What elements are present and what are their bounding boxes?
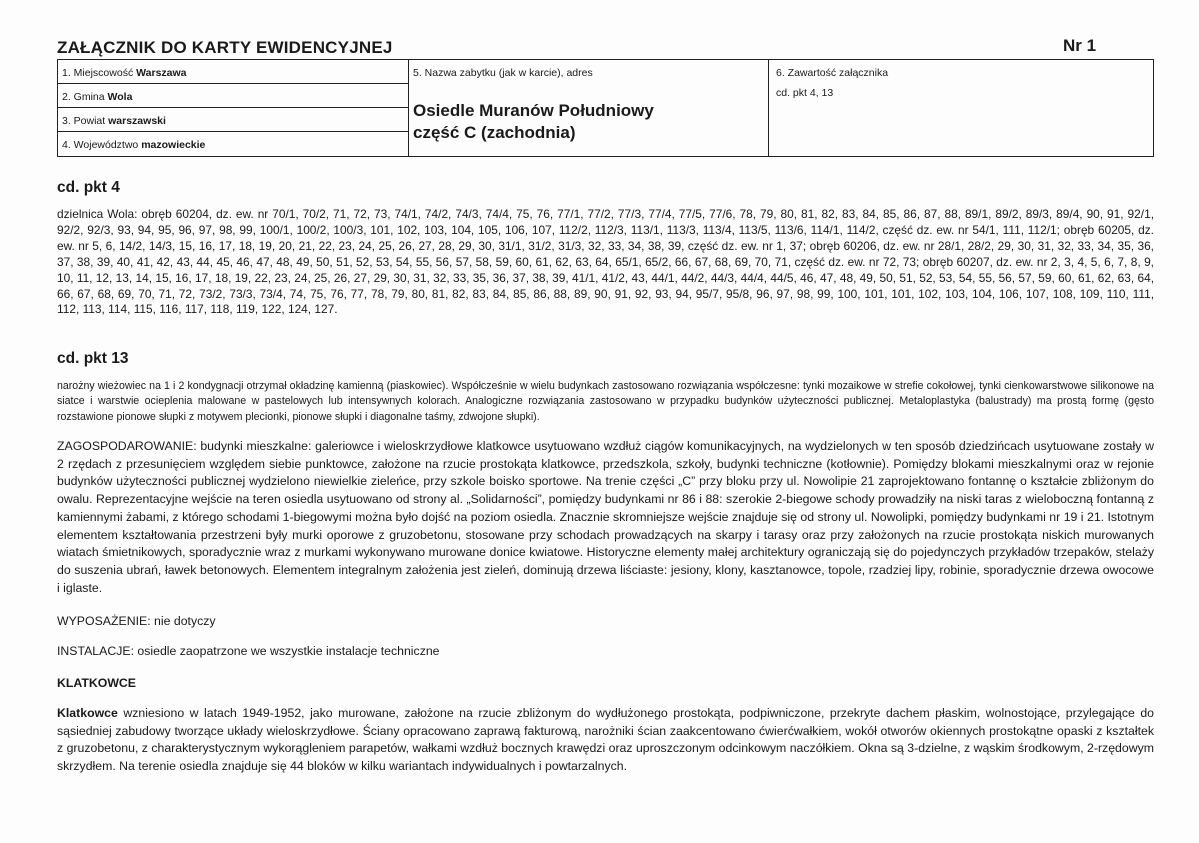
klatkowce-heading: KLATKOWCE [57, 676, 137, 690]
field-miejscowosc [58, 60, 408, 84]
zagospodarowanie-text: ZAGOSPODAROWANIE: budynki mieszkalne: galeriowce i wieloskrzydłowe klatkowce usytuowano wzdłuż ciągów komunikacyjnych, na wydzielonych w ten sposób dziedzińcach usytuowane zostały w 2 rzędach z przesunięciem względem siebie punktowce, założone na rzucie prostokąta klatkowce, przedszkola, szkoły, budynki techniczne (kotłownie). Pomiędzy blokami mieszkalnymi oraz w rejonie budynków użyteczności publicznej wydzielono niewielkie zieleńce, przy szkole boisko sportowe. Na trenie części „C” przy bloku przy ul. Nowolipie 21 zaprojektowano fontannę o kształcie zbliżonym do owalu. Reprezentacyjne wejście na teren osiedla usytuowano od strony al. „Solidarności”, pomiędzy budynkami nr 86 i 88: szerokie 2-biegowe schody prowadziły na niski taras z wieloboczną fontanną z kamiennymi żabami, z którego schodami 1-biegowymi można było dojść na poziom osiedla. Znacznie skromniejsze wejście znajduje się od strony ul. Nowolipki, pomiędzy budynkami nr 19 i 21. Istotnym elementem kształtowania przestrzeni były murki oporowe z gruzobetonu, stosowane przy schodach prowadzących na skarpy i tarasy oraz przy założonych na rzucie prostokąta niskich murowanych wiatach śmietnikowych, sporadycznie wraz z murkami wykonywano murowane donice kwiatowe. Historyczne elementy małej architektury ograniczają się do pojedynczych przykładów trzepaków, stelaży do suszenia ubrań, ławek betonowych. Elementem integralnym założenia jest zieleń, dominują drzewa liściaste: jesiony, klony, kasztanowce, topole, rzadziej lipy, robinie, sporadycznie drzewa owocowe i iglaste. [57, 439, 1154, 595]
section-heading-pkt13: cd. pkt 13 [57, 350, 129, 367]
field-label: 2. Gmina [62, 91, 105, 103]
klatkowce-text [57, 705, 1154, 776]
instalacje-text: INSTALACJE: osiedle zaopatrzone we wszystkie instalacje techniczne [57, 644, 440, 658]
document-title: ZAŁĄCZNIK DO KARTY EWIDENCYJNEJ [57, 38, 393, 57]
info-table [57, 60, 1154, 157]
field-label: 3. Powiat [62, 115, 106, 127]
attachment-number: Nr 1 [1063, 36, 1097, 55]
field-value: cd. pkt 4, 13 [776, 87, 834, 99]
monument-name [413, 100, 753, 144]
field-value: warszawski [108, 115, 166, 127]
monument-name-line1: Osiedle Muranów Południowy [413, 101, 654, 120]
field-label: 6. Zawartość załącznika [776, 67, 889, 79]
field-value: mazowieckie [141, 139, 206, 151]
pkt13-intro: narożny wieżowiec na 1 i 2 kondygnacji otrzymał okładzinę kamienną (piaskowiec). Współcześnie w wielu budynkach zastosowano rozwiązania współczesne: tynki mozaikowe w strefie cokołowej, tynki cienkowarstwowe silikonowe na siatce i warstwie ocieplenia malowane w pastelowych lub intensywnych kolorach. Analogiczne rozwiązania zastosowano w przypadku budynków użyteczności publicznej. Metaloplastyka (balustrady) ma prostą formę (gęsto rozstawione pionowe słupki z motywem plecionki, pionowe słupki i diagonalne taśmy, zdwojone słupki). [57, 380, 1154, 423]
wyposazenie-text: WYPOSAŻENIE: nie dotyczy [57, 614, 216, 628]
section-heading-pkt4: cd. pkt 4 [57, 179, 120, 196]
klatkowce-lead: Klatkowce [57, 706, 118, 720]
contents-column [769, 60, 1153, 156]
location-column [58, 60, 409, 156]
monument-name-line2: część C (zachodnia) [413, 123, 576, 142]
field-label: 5. Nazwa zabytku (jak w karcie), adres [413, 67, 593, 79]
field-value: Wola [107, 91, 133, 103]
pkt4-text: dzielnica Wola: obręb 60204, dz. ew. nr 70/1, 70/2, 71, 72, 73, 74/1, 74/2, 74/3, 74/4, 75, 76, 77/1, 77/2, 77/3, 77/4, 77/5, 77/6, 78, 79, 80, 81, 82, 83, 84, 85, 86, 87, 88, 89/1, 89/2, 89/3, 89/4, 90, 91, 92/1, 92/2, 92/3, 93, 94, 95, 96, 97, 98, 99, 100/1, 100/2, 100/3, 101, 102, 103, 104, 105, 106, 107, 112/2, 112/3, 113/1, 113/3, 113/4, 113/5, 113/6, 114/1, 114/2, część dz. ew. nr 54/1, 111, 112/1; obręb 60205, dz. ew. nr 5, 6, 14/2, 14/3, 15, 16, 17, 18, 19, 20, 21, 22, 23, 24, 25, 26, 27, 28, 29, 30, 31/1, 31/2, 31/3, 32, 33, 34, 38, 39, część dz. ew. nr 1, 37; obręb 60206, dz. ew. nr 28/1, 28/2, 29, 30, 31, 32, 33, 34, 35, 36, 37, 38, 39, 40, 41, 42, 43, 44, 45, 46, 47, 48, 49, 50, 51, 52, 53, 54, 55, 56, 57, 58, 59, 60, 61, 62, 63, 64, 65/1, 65/2, 66, 67, 68, 69, 70, 71, część dz. ew. nr 72, 73; obręb 60207, dz. ew. nr 2, 3, 4, 5, 6, 7, 8, 9, 10, 11, 12, 13, 14, 15, 16, 17, 18, 19, 22, 23, 24, 25, 26, 27, 29, 30, 31, 32, 33, 35, 36, 37, 38, 39, 41/1, 41/2, 43, 44/1, 44/2, 44/3, 44/4, 44/5, 46, 47, 48, 49, 50, 51, 52, 53, 54, 55, 56, 57, 59, 60, 61, 62, 63, 64, 66, 67, 68, 69, 70, 71, 72, 73/2, 73/3, 73/4, 74, 75, 76, 77, 78, 79, 80, 81, 82, 83, 84, 85, 86, 88, 89, 90, 91, 92, 93, 94, 95/7, 95/8, 96, 97, 98, 99, 100, 101, 101, 102, 103, 104, 106, 107, 108, 109, 110, 111, 112, 113, 114, 115, 116, 117, 118, 119, 122, 124, 127. [57, 207, 1154, 317]
field-label: 4. Województwo [62, 139, 139, 151]
field-gmina [58, 84, 408, 108]
field-powiat [58, 108, 408, 132]
monument-name-column [408, 60, 769, 156]
field-wojewodztwo [58, 132, 408, 156]
field-value: Warszawa [136, 67, 187, 79]
field-label: 1. Miejscowość [62, 67, 134, 79]
klatkowce-body: wzniesiono w latach 1949-1952, jako murowane, założone na rzucie zbliżonym do wydłużonego prostokąta, podpiwniczone, przekryte dachem płaskim, wolnostojące, przylegające do sąsiedniej zabudowy tworzące układy wieloskrzydłowe. Ściany opracowano zaprawą fakturową, narożniki ścian zaakcentowano ćwierćwałkiem, wokół otworów okiennych prostokątne opaski z kształtek z gruzobetonu, z charakterystycznym wykorągleniem parapetów, wałkami wzdłuż bocznych krawędzi oraz uproszczonym odcinkowym naczółkiem. Okna są 3-dzielne, z wąskim środkowym, 2-rzędowym skrzydłem. Na terenie osiedla znajduje się 44 bloków w kilku wariantach indywidualnych i powtarzalnych. [57, 706, 1154, 774]
